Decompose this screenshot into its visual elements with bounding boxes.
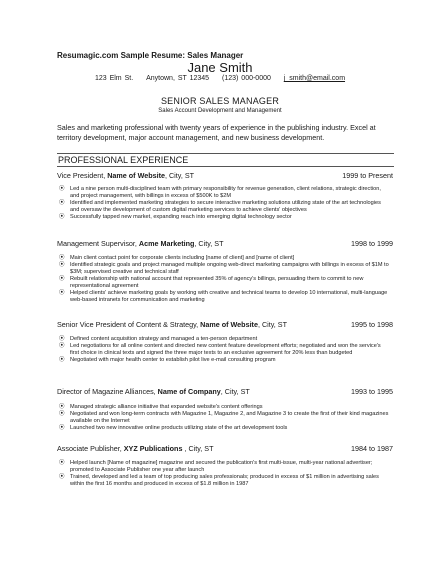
job-bullets xyxy=(57,404,389,432)
job-title: Management Supervisor, xyxy=(57,239,139,248)
bullet-icon: ⦿ xyxy=(59,474,65,480)
list-item: ⦿ Identified and implemented marketing strategies to secure interactive marketing solutions utilizing state of the art technologies and oversaw the development of custom digital marketing services to achieve clients' objectives xyxy=(59,200,381,213)
city-state-zip: Anytown, ST 12345 xyxy=(146,75,210,82)
job-header xyxy=(57,444,393,453)
phone: (123) 000-0000 xyxy=(222,75,271,82)
list-item: ⦿ Main client contact point for corporate clients including [name of client] and [name of client] xyxy=(59,255,295,261)
list-item: ⦿ Negotiated and won long-term contracts with Magazine 1, Magazine 2, and Magazine 3 to create the first of their kind magazines available on the Internet xyxy=(59,411,389,424)
list-item: ⦿ Defined content acquisition strategy and managed a ten-person department xyxy=(59,336,258,342)
bullet-icon: ⦿ xyxy=(59,336,65,342)
contact-line xyxy=(0,75,440,82)
job-header xyxy=(57,320,393,329)
bullet-icon: ⦿ xyxy=(59,425,65,431)
job-dates: 1998 to 1999 xyxy=(351,239,393,248)
bullet-icon: ⦿ xyxy=(59,404,65,410)
job-company: Name of Website xyxy=(107,171,165,180)
job-bullets xyxy=(57,460,389,488)
role-subtitle: Sales Account Development and Management xyxy=(158,108,282,114)
job-dates: 1995 to 1998 xyxy=(351,320,393,329)
job-header xyxy=(57,387,393,396)
job-location: , City, ST xyxy=(220,387,250,396)
bullet-icon: ⦿ xyxy=(59,460,65,466)
email-link[interactable]: j_smith@email.com xyxy=(283,75,346,82)
source-line: Resumagic.com Sample Resume: Sales Manager xyxy=(57,51,244,60)
job-header xyxy=(57,171,393,180)
list-item: ⦿ Rebuilt relationship with national account that represented 35% of agency's billings, persuading them to commit to new representational agreement xyxy=(59,276,364,289)
job-company: XYZ Publications xyxy=(123,444,183,453)
job-header xyxy=(57,239,393,248)
bullet-icon: ⦿ xyxy=(59,200,65,206)
list-item: ⦿ Led a nine person multi-disciplined team with primary responsibility for revenue generation, client relations, strategic direction, and project management, with billings in excess of $500K to $2M xyxy=(59,186,381,199)
job-title: Associate Publisher, xyxy=(57,444,124,453)
job-location: , City, ST xyxy=(165,171,195,180)
list-item: ⦿ Trained, developed and led a team of top producing sales professionals; produced in excess of $1 million in advertising sales within the first 16 months and produced in excess of $1.8 million in 1987 xyxy=(59,474,379,487)
candidate-name: Jane Smith xyxy=(187,60,253,75)
bullet-icon: ⦿ xyxy=(59,343,65,349)
bullet-icon: ⦿ xyxy=(59,262,65,268)
summary-paragraph: Sales and marketing professional with twenty years of experience in the publishing industry. Excel at territory development, major account management, and new business development. xyxy=(57,123,376,142)
list-item: ⦿ Managed strategic alliance initiative that expanded website's content offerings xyxy=(59,404,263,410)
job-bullets xyxy=(57,336,389,364)
bullet-icon: ⦿ xyxy=(59,214,65,220)
job-bullets xyxy=(57,255,389,304)
job-company: Name of Company xyxy=(157,387,221,396)
bullet-icon: ⦿ xyxy=(59,411,65,417)
bullet-icon: ⦿ xyxy=(59,357,65,363)
bullet-icon: ⦿ xyxy=(59,186,65,192)
bullet-icon: ⦿ xyxy=(59,255,65,261)
job-title: Senior Vice President of Content & Strategy, xyxy=(57,320,201,329)
job-location: , City, ST xyxy=(194,239,224,248)
list-item: ⦿ Led negotiations for all online content and directed new content feature development efforts; negotiated and won the service's first choice in clinical texts and signed the three major texts to an exclusive agreement for 20% less than budgeted xyxy=(59,343,381,356)
job-location: , City, ST xyxy=(257,320,287,329)
job-company: Name of Website xyxy=(200,320,258,329)
list-item: ⦿ Helped clients' achieve marketing goals by working with creative and technical teams to develop 10 international, multi-language web-based intranets for communication and marketing xyxy=(59,290,388,303)
job-dates: 1984 to 1987 xyxy=(351,444,393,453)
job-title: Vice President, xyxy=(57,171,108,180)
job-dates: 1993 to 1995 xyxy=(351,387,393,396)
list-item: ⦿ Negotiated with major health center to establish pilot live e-mail consulting program xyxy=(59,357,276,363)
job-location: , City, ST xyxy=(182,444,214,453)
job-company: Acme Marketing xyxy=(138,239,195,248)
job-bullets xyxy=(57,186,389,221)
job-title: Director of Magazine Alliances, xyxy=(57,387,158,396)
job-dates: 1999 to Present xyxy=(342,171,393,180)
list-item: ⦿ Identified strategic goals and project managed multiple ongoing web-direct marketing campaigns with billings in excess of $1M to $3M; supervised creative and technical staff xyxy=(59,262,389,275)
role-title: SENIOR SALES MANAGER xyxy=(160,96,280,106)
list-item: ⦿ Successfully tapped new market, expanding reach into emerging digital technology sector xyxy=(59,214,292,220)
address: 123 Elm St. xyxy=(94,75,134,82)
section-heading-experience: PROFESSIONAL EXPERIENCE xyxy=(57,153,394,167)
list-item: ⦿ Helped launch [Name of magazine] magazine and secured the publication's first multi-issue, multi-year national advertiser; promoted to Associate Publisher one year after launch xyxy=(59,460,373,473)
bullet-icon: ⦿ xyxy=(59,276,65,282)
list-item: ⦿ Launched two new innovative online products utilizing state of the art development tools xyxy=(59,425,288,431)
bullet-icon: ⦿ xyxy=(59,290,65,296)
